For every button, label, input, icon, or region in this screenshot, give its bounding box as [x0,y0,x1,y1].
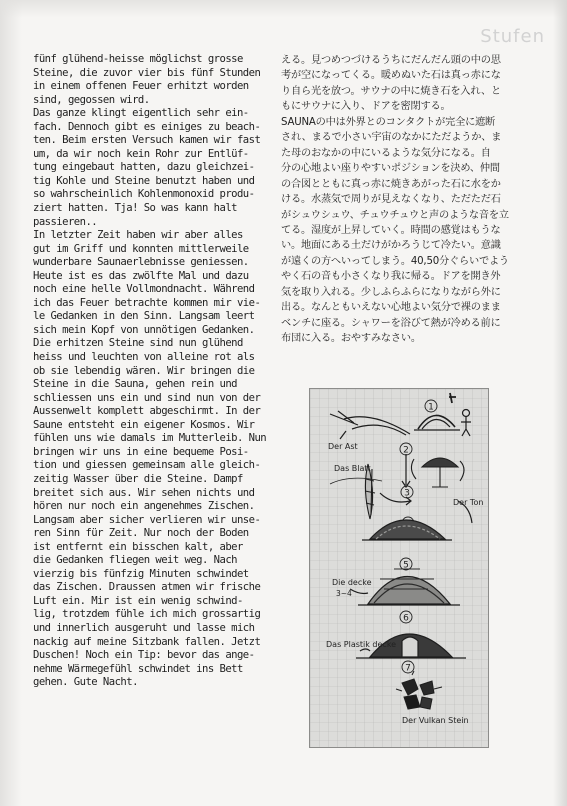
scan-shadow-right [553,0,567,806]
label-die-decke: Die decke [332,578,372,587]
label-das-blatt: Das Blatt [334,464,371,473]
german-paragraph-3: In letzter Zeit haben wir aber alles gut im Griff und konnten mittlerweile wunderbare Saunaerlebnisse geniessen. Heute ist es das zwölfte Mal und dazu noch eine helle Vollmondnacht. Während ich das Feuer betrachte kommen mir vie- le Gedanken in den Sinn. Langsam leert sich mein Kopf von unnötigen Gedanken. Die erhitzen Steine sind nun glühend heiss und leuchten von alleine rot als ob sie lebendig wären. Wir bringen die Steine in die Sauna, gehen rein und schliessen uns ein und sind nun von der Aussenwelt komplett abgeschirmt. In der Saune entsteht ein eigener Kosmos. Wir fühlen uns wie damals im Mutterleib. Nun bringen wir uns in eine bequeme Posi- tion und giessen gemeinsam alle gleich- zeitig Wasser über die Steine. Dampf breitet sich aus. Wir sehen nichts und hören nur noch ein angenehmes Zischen. Langsam aber sicher verlieren wir unse- ren Sinn für Zeit. Nur noch der Boden ist entfernt ein bisschen kalt, aber die Gedanken fliegen weit weg. Nach vierzig bis fünfzig Minuten schwindet das Zischen. Draussen atmen wir frische Luft ein. Mir ist ein wenig schwind- lig, trotzdem fühle ich mich grossartig und innerlich ausgeruht und lasse mich nackig auf meine Sitzbank fallen. Jetzt Duschen! Noch ein Tip: bevor das ange- nehme Wärmegefühl schwindet ins Bett gehen. Gute Nacht. [33,229,267,689]
label-decke-count: 3~4 [336,589,352,598]
scan-shadow-left [0,0,22,806]
step-5-number: 5 [403,560,409,571]
label-der-vulkan-stein: Der Vulkan Stein [402,716,469,725]
step-7-number: 7 [405,663,411,674]
japanese-paragraph-1: える。見つめつづけるうちにだんだん頭の中の思 考が空になってくる。暖めぬいた石は真っ赤にな り自ら光を放つ。サウナの中に焼き石を入れ、と もにサウナに入り、ドアを密閉する。 [281,55,501,113]
japanese-paragraph-2: SAUNAの中は外界とのコンタクトが完全に遮断 され、まるで小さい宇宙のなかにただようか、ま た母のおなかの中にいるような気分になる。自 分の心地よい座りやすいポジションを決め、仲間 の合図とともに真っ赤に焼きあがった石に水をか ける。水蒸気で周りが見えなくなり、ただただ石 がシュウシュウ、チュウチュウと声のような音を立 てる。湿度が上昇していく。時間の感覚はもうな い。地面にある土だけがかろうじて冷たい。意識 が遠くの方へいってしまう。40,50分ぐらいでよう やく石の音も小さくなり我に帰る。ドアを開き外 気を取り入れる。少しふらふらになりながら外に 出る。なんともいえない心地よい気分で裸のまま ベンチに座る。シャワーを浴びて熱が冷める前に 布団に入る。おやすみなさい。 [281,116,509,345]
label-der-ast: Der Ast [328,442,358,451]
step-2-number: 2 [403,445,409,456]
german-paragraph-2: Das ganze klingt eigentlich sehr ein- fach. Dennoch gibt es einiges zu beach- ten. Beim ersten Versuch kamen wir fast um, da wir noch kein Rohr zur Entlüf- tung eingebaut hatten, dazu gleichzei- tig Kohle und Steine benutzt haben und so wahrscheinlich Kohlenmonoxid produ- ziert hatten. Tja! So was kann halt passieren.. [33,107,261,228]
sketch-drawing [310,389,488,747]
step-3-number: 3 [404,488,410,499]
label-der-ton: Der Ton [453,498,484,507]
german-paragraph-1: fünf glühend-heisse möglichst grosse Steine, die zuvor vier bis fünf Stunden in einem offenen Feuer erhitzt worden sind, gegossen wird. [33,53,261,106]
faint-header-text: Stufen [480,26,545,47]
step-1-number: 1 [428,402,434,413]
sauna-construction-sketch [309,388,489,748]
german-text-column [33,53,271,690]
scan-shadow-top [0,0,567,18]
label-das-plastik-decke: Das Plastik decke [326,640,397,649]
step-6-number: 6 [403,613,409,624]
japanese-text-column [281,53,529,347]
